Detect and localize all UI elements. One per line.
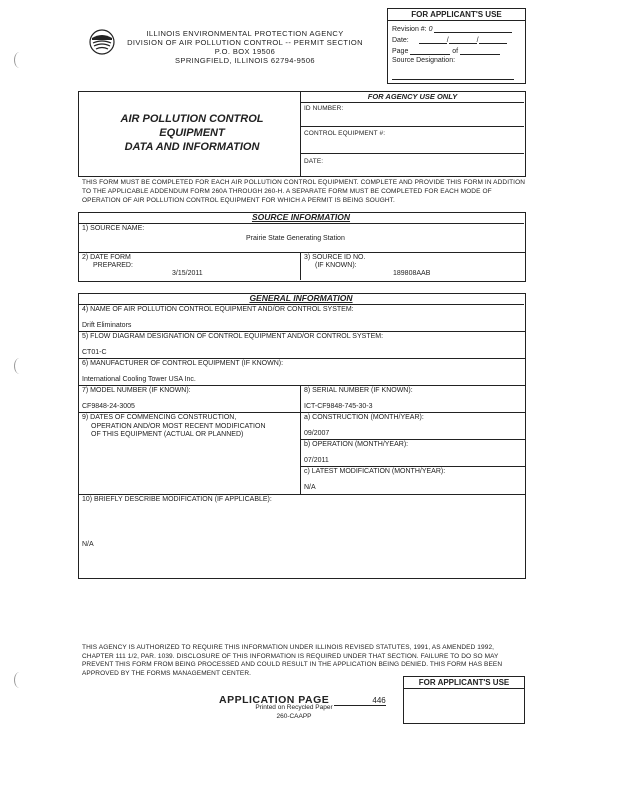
punch-hole	[14, 52, 25, 68]
q4-label: 4) NAME OF AIR POLLUTION CONTROL EQUIPMENT AND/OR CONTROL SYSTEM:	[82, 306, 354, 313]
application-page-value[interactable]: 446	[334, 696, 386, 706]
source-id-label: 3) SOURCE ID NO. (IF KNOWN):	[304, 254, 366, 269]
source-name-label: 1) SOURCE NAME:	[82, 225, 145, 232]
id-number-field: ID NUMBER:	[301, 103, 524, 127]
statute-text: THIS AGENCY IS AUTHORIZED TO REQUIRE THIS INFORMATION UNDER ILLINOIS REVISED STATUTES, 1991, AS AMENDED 1992, CHAPTER 111 1/2, PAR. 1039. DISCLOSURE OF THIS INFORMATION IS REQUIRED UNDER THAT SECTION. FAILURE TO DO SO MAY PREVENT THIS FORM FROM BEING PROCESSED AND COULD RESULT IN THE APPLICATION BEING DENIED. THIS FORM HAS BEEN APPROVED BY THE FORMS MANAGEMENT CENTER.	[82, 644, 503, 677]
page-field[interactable]: Page of	[388, 44, 525, 55]
control-equipment-field: CONTROL EQUIPMENT #:	[301, 127, 524, 154]
form-title: AIR POLLUTION CONTROL EQUIPMENT DATA AND INFORMATION	[120, 113, 264, 153]
footer-applicant-box	[403, 676, 525, 724]
q5-label: 5) FLOW DIAGRAM DESIGNATION OF CONTROL EQUIPMENT AND/OR CONTROL SYSTEM:	[82, 333, 384, 340]
date-field[interactable]: Date: / /	[388, 33, 525, 44]
date-prepared-label: 2) DATE FORM PREPARED:	[82, 254, 133, 269]
q6-value[interactable]: International Cooling Tower USA Inc.	[82, 376, 196, 383]
source-id-value[interactable]: 189808AAB	[393, 270, 431, 277]
source-name-value[interactable]: Prairie State Generating Station	[246, 235, 345, 242]
q9b-label: b) OPERATION (MONTH/YEAR):	[304, 441, 409, 448]
revision-value: 0	[428, 26, 433, 33]
q9-label: 9) DATES OF COMMENCING CONSTRUCTION, OPERATION AND/OR MOST RECENT MODIFICATION OF THIS EQUIPMENT (ACTUAL OR PLANNED)	[82, 414, 266, 438]
form-number: 260-CAAPP	[276, 713, 312, 720]
general-info-title: GENERAL INFORMATION	[78, 293, 524, 305]
source-designation-field[interactable]: Source Designation:	[392, 57, 456, 64]
agency-use-panel	[301, 92, 524, 174]
printed-on-recycled: Printed on Recycled Paper	[255, 704, 333, 711]
city-address: SPRINGFIELD, ILLINOIS 62794-9506	[175, 56, 315, 65]
q9c-value[interactable]: N/A	[304, 484, 316, 491]
division-name: DIVISION OF AIR POLLUTION CONTROL -- PERMIT SECTION	[127, 38, 363, 47]
q5-value[interactable]: CT01-C	[82, 349, 107, 356]
q9a-label: a) CONSTRUCTION (MONTH/YEAR):	[304, 414, 424, 421]
q7-label: 7) MODEL NUMBER (IF KNOWN):	[82, 387, 191, 394]
q9c-label: c) LATEST MODIFICATION (MONTH/YEAR):	[304, 468, 446, 475]
agency-use-title: FOR AGENCY USE ONLY	[301, 92, 524, 103]
q10-value[interactable]: N/A	[82, 541, 94, 548]
instructions-text: THIS FORM MUST BE COMPLETED FOR EACH AIR POLLUTION CONTROL EQUIPMENT. COMPLETE AND PROVIDE THIS FORM IN ADDITION TO THE APPLICABLE ADDENDUM FORM 260A THROUGH 260-H. A SEPARATE FORM MUST BE COMPLETED FOR EACH MODE OF OPERATION OF AIR POLLUTION CONTROL EQUIPMENT FOR WHICH A PERMIT IS BEING SOUGHT.	[82, 179, 526, 204]
q4-value[interactable]: Drift Eliminators	[82, 322, 132, 329]
agency-header	[120, 29, 370, 65]
q9a-value[interactable]: 09/2007	[304, 430, 330, 437]
application-page-label: APPLICATION PAGE	[219, 694, 330, 706]
footer-applicant-title: FOR APPLICANT'S USE	[404, 677, 524, 689]
q10-label: 10) BRIEFLY DESCRIBE MODIFICATION (IF APPLICABLE):	[82, 496, 272, 503]
applicant-use-box	[387, 8, 526, 84]
q7-value[interactable]: CF9848-24-3005	[82, 403, 135, 410]
punch-hole	[14, 358, 25, 374]
q9b-value[interactable]: 07/2011	[304, 457, 329, 464]
q8-label: 8) SERIAL NUMBER (IF KNOWN):	[304, 387, 413, 394]
applicant-use-title: FOR APPLICANT'S USE	[388, 9, 525, 21]
q8-value[interactable]: ICT-CF9848-745-30-3	[304, 403, 373, 410]
q6-label: 6) MANUFACTURER OF CONTROL EQUIPMENT (IF KNOWN):	[82, 360, 284, 367]
punch-hole	[14, 672, 25, 688]
agency-date-field: DATE:	[304, 158, 324, 165]
po-box: P.O. BOX 19506	[214, 47, 276, 56]
revision-field[interactable]: Revision #: 0	[388, 21, 525, 33]
source-info-title: SOURCE INFORMATION	[78, 212, 524, 224]
date-prepared-value[interactable]: 3/15/2011	[172, 270, 203, 277]
iepa-logo-icon	[88, 28, 116, 56]
agency-name: ILLINOIS ENVIRONMENTAL PROTECTION AGENCY	[146, 29, 344, 38]
